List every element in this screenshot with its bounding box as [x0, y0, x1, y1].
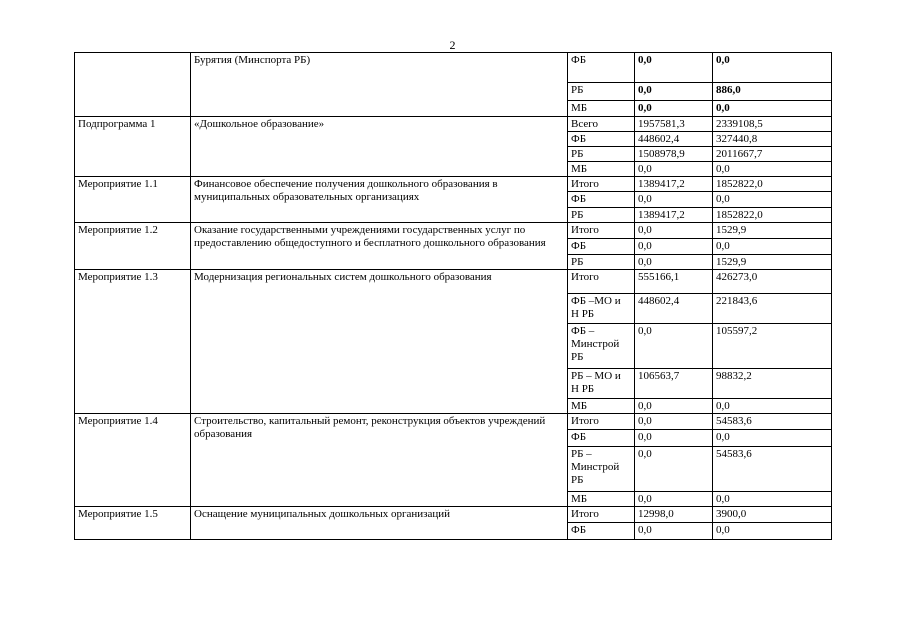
- value-cell-2: 327440,8: [713, 132, 832, 147]
- funding-source-cell: Итого: [568, 177, 635, 192]
- value-cell-1: 0,0: [635, 53, 713, 83]
- table-row: [75, 117, 832, 132]
- table-row: [75, 53, 832, 83]
- value-cell-2: 54583,6: [713, 414, 832, 430]
- program-code-cell: Мероприятие 1.2: [75, 223, 191, 270]
- value-cell-2: 0,0: [713, 492, 832, 507]
- value-cell-1: 0,0: [635, 192, 713, 208]
- program-name-cell: Оказание государственными учреждениями государственных услуг по предоставлению общедоступного и бесплатного дошкольного образования: [191, 223, 568, 270]
- program-code-cell: Мероприятие 1.4: [75, 414, 191, 507]
- funding-source-cell: Итого: [568, 414, 635, 430]
- program-name-cell: «Дошкольное образование»: [191, 117, 568, 177]
- value-cell-2: 1529,9: [713, 255, 832, 270]
- program-name-cell: Модернизация региональных систем дошкольного образования: [191, 270, 568, 414]
- funding-source-cell: МБ: [568, 399, 635, 414]
- funding-source-cell: ФБ: [568, 192, 635, 208]
- funding-source-cell: Итого: [568, 223, 635, 239]
- program-name-cell: Бурятия (Минспорта РБ): [191, 53, 568, 117]
- table-row: [75, 414, 832, 430]
- table-row: [75, 270, 832, 294]
- funding-source-cell: РБ: [568, 83, 635, 101]
- value-cell-1: 0,0: [635, 430, 713, 447]
- funding-source-cell: ФБ: [568, 523, 635, 540]
- funding-source-cell: МБ: [568, 101, 635, 117]
- program-name-cell: Строительство, капитальный ремонт, реконструкция объектов учреждений образования: [191, 414, 568, 507]
- page-number: 2: [449, 38, 456, 52]
- funding-source-cell: РБ – МО и Н РБ: [568, 369, 635, 399]
- value-cell-2: 54583,6: [713, 447, 832, 492]
- value-cell-1: 0,0: [635, 523, 713, 540]
- funding-source-cell: РБ: [568, 147, 635, 162]
- value-cell-2: 0,0: [713, 399, 832, 414]
- value-cell-1: 448602,4: [635, 132, 713, 147]
- funding-source-cell: МБ: [568, 162, 635, 177]
- value-cell-1: 0,0: [635, 492, 713, 507]
- value-cell-1: 1389417,2: [635, 177, 713, 192]
- funding-source-cell: РБ: [568, 208, 635, 223]
- value-cell-1: 12998,0: [635, 507, 713, 523]
- value-cell-1: 0,0: [635, 223, 713, 239]
- funding-source-cell: ФБ: [568, 239, 635, 255]
- funding-source-cell: Всего: [568, 117, 635, 132]
- value-cell-1: 0,0: [635, 162, 713, 177]
- program-code-cell: Мероприятие 1.5: [75, 507, 191, 540]
- funding-source-cell: ФБ: [568, 53, 635, 83]
- funding-table: [74, 52, 832, 540]
- funding-source-cell: РБ: [568, 255, 635, 270]
- value-cell-1: 555166,1: [635, 270, 713, 294]
- table-row: [75, 177, 832, 192]
- value-cell-2: 0,0: [713, 523, 832, 540]
- value-cell-2: 98832,2: [713, 369, 832, 399]
- value-cell-1: 0,0: [635, 447, 713, 492]
- value-cell-1: 0,0: [635, 255, 713, 270]
- value-cell-2: 0,0: [713, 430, 832, 447]
- value-cell-2: 886,0: [713, 83, 832, 101]
- value-cell-1: 448602,4: [635, 294, 713, 324]
- value-cell-2: 1852822,0: [713, 177, 832, 192]
- funding-source-cell: Итого: [568, 507, 635, 523]
- program-code-cell: [75, 53, 191, 117]
- value-cell-2: 1529,9: [713, 223, 832, 239]
- funding-source-cell: ФБ: [568, 430, 635, 447]
- value-cell-2: 0,0: [713, 53, 832, 83]
- value-cell-2: 2011667,7: [713, 147, 832, 162]
- value-cell-1: 106563,7: [635, 369, 713, 399]
- table-row: [75, 223, 832, 239]
- program-name-cell: Оснащение муниципальных дошкольных организаций: [191, 507, 568, 540]
- value-cell-1: 1508978,9: [635, 147, 713, 162]
- value-cell-1: 0,0: [635, 239, 713, 255]
- value-cell-2: 0,0: [713, 101, 832, 117]
- value-cell-2: 0,0: [713, 192, 832, 208]
- value-cell-1: 1389417,2: [635, 208, 713, 223]
- value-cell-2: 2339108,5: [713, 117, 832, 132]
- value-cell-2: 426273,0: [713, 270, 832, 294]
- funding-source-cell: ФБ – Минстрой РБ: [568, 324, 635, 369]
- value-cell-2: 221843,6: [713, 294, 832, 324]
- value-cell-1: 0,0: [635, 399, 713, 414]
- value-cell-1: 0,0: [635, 83, 713, 101]
- funding-source-cell: ФБ: [568, 132, 635, 147]
- funding-source-cell: Итого: [568, 270, 635, 294]
- value-cell-2: 0,0: [713, 239, 832, 255]
- funding-source-cell: РБ – Минстрой РБ: [568, 447, 635, 492]
- value-cell-2: 3900,0: [713, 507, 832, 523]
- value-cell-2: 105597,2: [713, 324, 832, 369]
- value-cell-1: 0,0: [635, 324, 713, 369]
- program-name-cell: Финансовое обеспечение получения дошкольного образования в муниципальных образовательных организациях: [191, 177, 568, 223]
- value-cell-1: 0,0: [635, 414, 713, 430]
- value-cell-1: 1957581,3: [635, 117, 713, 132]
- program-code-cell: Мероприятие 1.3: [75, 270, 191, 414]
- funding-source-cell: МБ: [568, 492, 635, 507]
- program-code-cell: Мероприятие 1.1: [75, 177, 191, 223]
- table-row: [75, 507, 832, 523]
- funding-source-cell: ФБ –МО и Н РБ: [568, 294, 635, 324]
- program-code-cell: Подпрограмма 1: [75, 117, 191, 177]
- value-cell-2: 0,0: [713, 162, 832, 177]
- value-cell-2: 1852822,0: [713, 208, 832, 223]
- value-cell-1: 0,0: [635, 101, 713, 117]
